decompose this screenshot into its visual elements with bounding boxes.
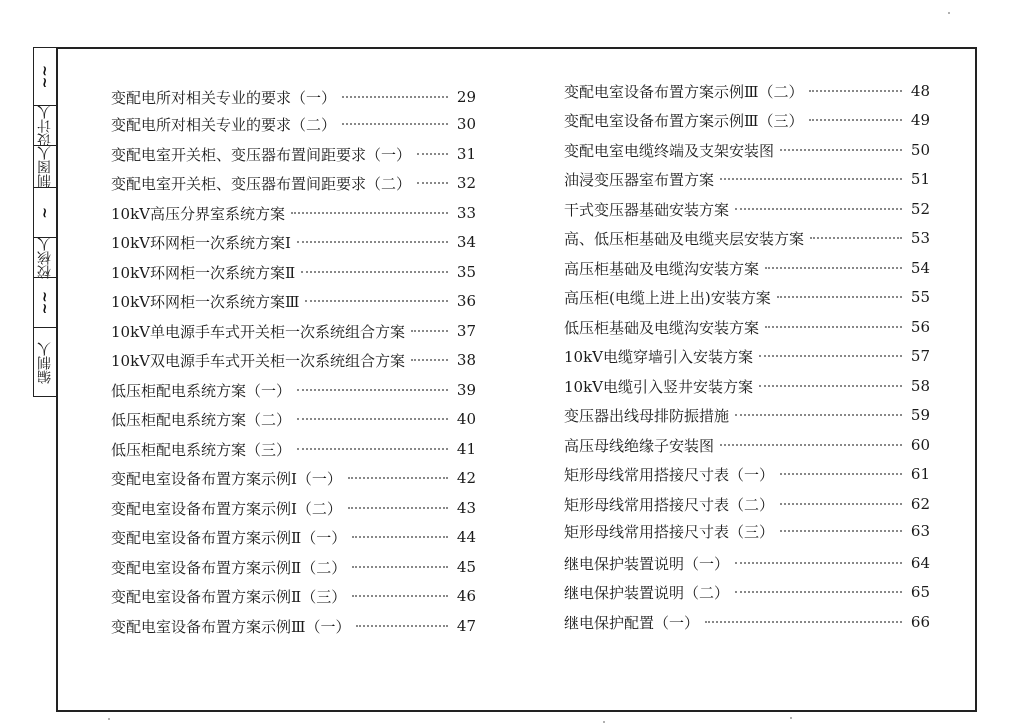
toc-entry [111,437,476,461]
toc-entry [564,138,930,162]
side-label-drafter: 制图人 [37,145,53,188]
toc-entry-page: 40 [456,410,476,428]
label-cell-editor [34,328,56,398]
toc-entry-page: 43 [456,499,476,517]
toc-entry [564,79,930,103]
dot-leader [735,562,902,564]
toc-entry [564,462,930,486]
toc-entry-page: 34 [456,233,476,251]
toc-entry [564,167,930,191]
toc-entry-page: 52 [910,200,930,218]
toc-entry-page: 30 [456,115,476,133]
toc-entry-page: 55 [910,288,930,306]
signature-cell-approver [34,278,56,328]
toc-entry-page: 48 [910,82,930,100]
toc-entry [111,171,476,195]
toc-entry-page: 35 [456,263,476,281]
dot-leader [342,123,448,125]
dot-leader [705,621,902,623]
dot-leader [297,418,448,420]
contents-frame [56,47,977,712]
toc-entry [111,85,476,109]
toc-entry-title: 继电保护装置说明（二） [564,583,730,602]
toc-entry-page: 45 [456,558,476,576]
toc-entry [111,466,476,490]
toc-entry-title: 矩形母线常用搭接尺寸表（一） [564,465,775,484]
dot-leader [759,355,902,357]
toc-entry-page: 61 [910,465,930,483]
toc-entry-title: 继电保护配置（一） [564,613,700,632]
dot-leader [348,507,448,509]
toc-entry [564,403,930,427]
scan-speck [108,718,110,720]
toc-entry-page: 56 [910,318,930,336]
toc-entry-title: 油浸变压器室布置方案 [564,170,715,189]
toc-entry-title: 10kV环网柜一次系统方案Ⅰ [111,233,291,252]
toc-entry-title: 变配电室设备布置方案示例Ⅲ（一） [111,617,351,636]
dot-leader [780,149,902,151]
toc-entry [111,378,476,402]
reviewer-signature: ~ [37,206,53,219]
toc-entry-title: 高、低压柜基础及电缆夹层安装方案 [564,229,805,248]
side-label-checker: 校核人 [37,236,53,279]
approver-signature: ~~ [37,290,53,315]
toc-entry-title: 继电保护装置说明（一） [564,554,730,573]
dot-leader [342,96,448,98]
toc-entry-title: 低压柜配电系统方案（三） [111,440,292,459]
toc-entry-page: 62 [910,495,930,513]
toc-entry-page: 49 [910,111,930,129]
scan-speck [948,12,950,14]
toc-entry-page: 39 [456,381,476,399]
toc-entry [111,142,476,166]
toc-entry-page: 53 [910,229,930,247]
toc-entry [111,260,476,284]
toc-entry [564,197,930,221]
toc-entry-title: 变配电室开关柜、变压器布置间距要求（二） [111,174,412,193]
toc-entry [564,344,930,368]
toc-entry-page: 65 [910,583,930,601]
toc-entry [111,348,476,372]
toc-entry [111,319,476,343]
scan-speck [790,717,792,719]
toc-entry [564,551,930,575]
toc-entry [564,315,930,339]
dot-leader [759,385,902,387]
toc-entry-page: 38 [456,351,476,369]
dot-leader [352,566,448,568]
dot-leader [297,448,448,450]
toc-entry-page: 33 [456,204,476,222]
dot-leader [352,595,448,597]
dot-leader [411,330,448,332]
toc-entry [111,201,476,225]
toc-entry-title: 高压柜(电缆上进上出)安装方案 [564,288,771,307]
toc-entry [111,230,476,254]
toc-entry-page: 32 [456,174,476,192]
label-cell-drafter [34,146,56,188]
toc-entry-title: 10kV环网柜一次系统方案Ⅱ [111,263,296,282]
toc-entry [111,407,476,431]
dot-leader [297,389,448,391]
dot-leader [765,326,902,328]
dot-leader [809,119,902,121]
toc-entry-page: 63 [910,522,930,540]
toc-entry-page: 58 [910,377,930,395]
toc-entry-title: 变配电室设备布置方案示例Ⅱ（三） [111,587,347,606]
toc-entry [111,555,476,579]
toc-entry [564,226,930,250]
dot-leader [735,208,902,210]
toc-entry-page: 47 [456,617,476,635]
dot-leader [777,296,902,298]
toc-entry [111,584,476,608]
dot-leader [356,625,448,627]
dot-leader [301,271,448,273]
toc-entry-title: 矩形母线常用搭接尺寸表（二） [564,495,775,514]
toc-entry-title: 变配电室设备布置方案示例Ⅰ（一） [111,469,342,488]
toc-entry [564,580,930,604]
toc-entry-page: 64 [910,554,930,572]
toc-entry-page: 51 [910,170,930,188]
toc-entry-page: 41 [456,440,476,458]
side-label-editor: 编制人 [37,342,53,384]
toc-entry [564,256,930,280]
signature-cell-designer [34,48,56,106]
toc-entry [111,112,476,136]
dot-leader [765,267,902,269]
toc-entry [564,108,930,132]
toc-entry [564,492,930,516]
toc-entry-title: 变压器出线母排防振措施 [564,406,730,425]
toc-entry-title: 高压母线绝缘子安装图 [564,436,715,455]
toc-entry-title: 10kV双电源手车式开关柜一次系统组合方案 [111,351,406,370]
toc-entry-title: 变配电室设备布置方案示例Ⅱ（二） [111,558,347,577]
label-cell-checker [34,238,56,278]
toc-entry-page: 36 [456,292,476,310]
toc-entry [564,285,930,309]
toc-entry-title: 低压柜配电系统方案（一） [111,381,292,400]
dot-leader [305,300,448,302]
toc-entry-page: 31 [456,145,476,163]
dot-leader [417,182,448,184]
dot-leader [735,591,902,593]
toc-entry [564,374,930,398]
toc-entry-title: 10kV电缆引入竖井安装方案 [564,377,754,396]
dot-leader [780,530,902,532]
dot-leader [297,241,448,243]
toc-entry-title: 10kV环网柜一次系统方案Ⅲ [111,292,300,311]
dot-leader [780,473,902,475]
toc-entry-title: 变配电所对相关专业的要求（二） [111,115,337,134]
toc-entry-page: 37 [456,322,476,340]
dot-leader [780,503,902,505]
side-label-designer: 设计人 [37,104,53,147]
toc-entry [111,614,476,638]
toc-entry-title: 变配电室设备布置方案示例Ⅰ（二） [111,499,342,518]
toc-entry [564,519,930,543]
dot-leader [411,359,448,361]
scan-speck [603,721,605,723]
toc-entry [564,610,930,634]
toc-entry-page: 50 [910,141,930,159]
toc-entry [111,525,476,549]
toc-entry-title: 变配电室设备布置方案示例Ⅱ（一） [111,528,347,547]
toc-entry-title: 矩形母线常用搭接尺寸表（三） [564,522,775,541]
dot-leader [720,444,902,446]
label-cell-designer [34,106,56,146]
dot-leader [809,90,902,92]
toc-entry-title: 低压柜配电系统方案（二） [111,410,292,429]
dot-leader [352,536,448,538]
toc-entry-page: 59 [910,406,930,424]
toc-entry [111,496,476,520]
toc-entry-page: 46 [456,587,476,605]
toc-entry-title: 变配电室设备布置方案示例Ⅲ（三） [564,111,804,130]
toc-entry-page: 29 [456,88,476,106]
dot-leader [720,178,902,180]
toc-entry-title: 10kV单电源手车式开关柜一次系统组合方案 [111,322,406,341]
dot-leader [810,237,902,239]
signature-cell-reviewer [34,188,56,238]
toc-entry-title: 变配电所对相关专业的要求（一） [111,88,337,107]
dot-leader [348,477,448,479]
toc-entry-title: 10kV高压分界室系统方案 [111,204,286,223]
toc-entry-page: 42 [456,469,476,487]
signature-strip [33,47,56,397]
dot-leader [417,153,448,155]
toc-entry-page: 66 [910,613,930,631]
toc-entry-page: 57 [910,347,930,365]
toc-entry-title: 变配电室开关柜、变压器布置间距要求（一） [111,145,412,164]
toc-entry-page: 60 [910,436,930,454]
toc-entry-title: 低压柜基础及电缆沟安装方案 [564,318,760,337]
toc-entry-title: 高压柜基础及电缆沟安装方案 [564,259,760,278]
toc-entry-title: 干式变压器基础安装方案 [564,200,730,219]
toc-entry-page: 54 [910,259,930,277]
toc-entry-title: 变配电室电缆终端及支架安装图 [564,141,775,160]
dot-leader [735,414,902,416]
toc-entry [111,289,476,313]
designer-signature: ~~ [37,64,53,89]
toc-entry [564,433,930,457]
toc-entry-title: 10kV电缆穿墙引入安装方案 [564,347,754,366]
toc-entry-page: 44 [456,528,476,546]
toc-entry-title: 变配电室设备布置方案示例Ⅲ（二） [564,82,804,101]
dot-leader [291,212,448,214]
